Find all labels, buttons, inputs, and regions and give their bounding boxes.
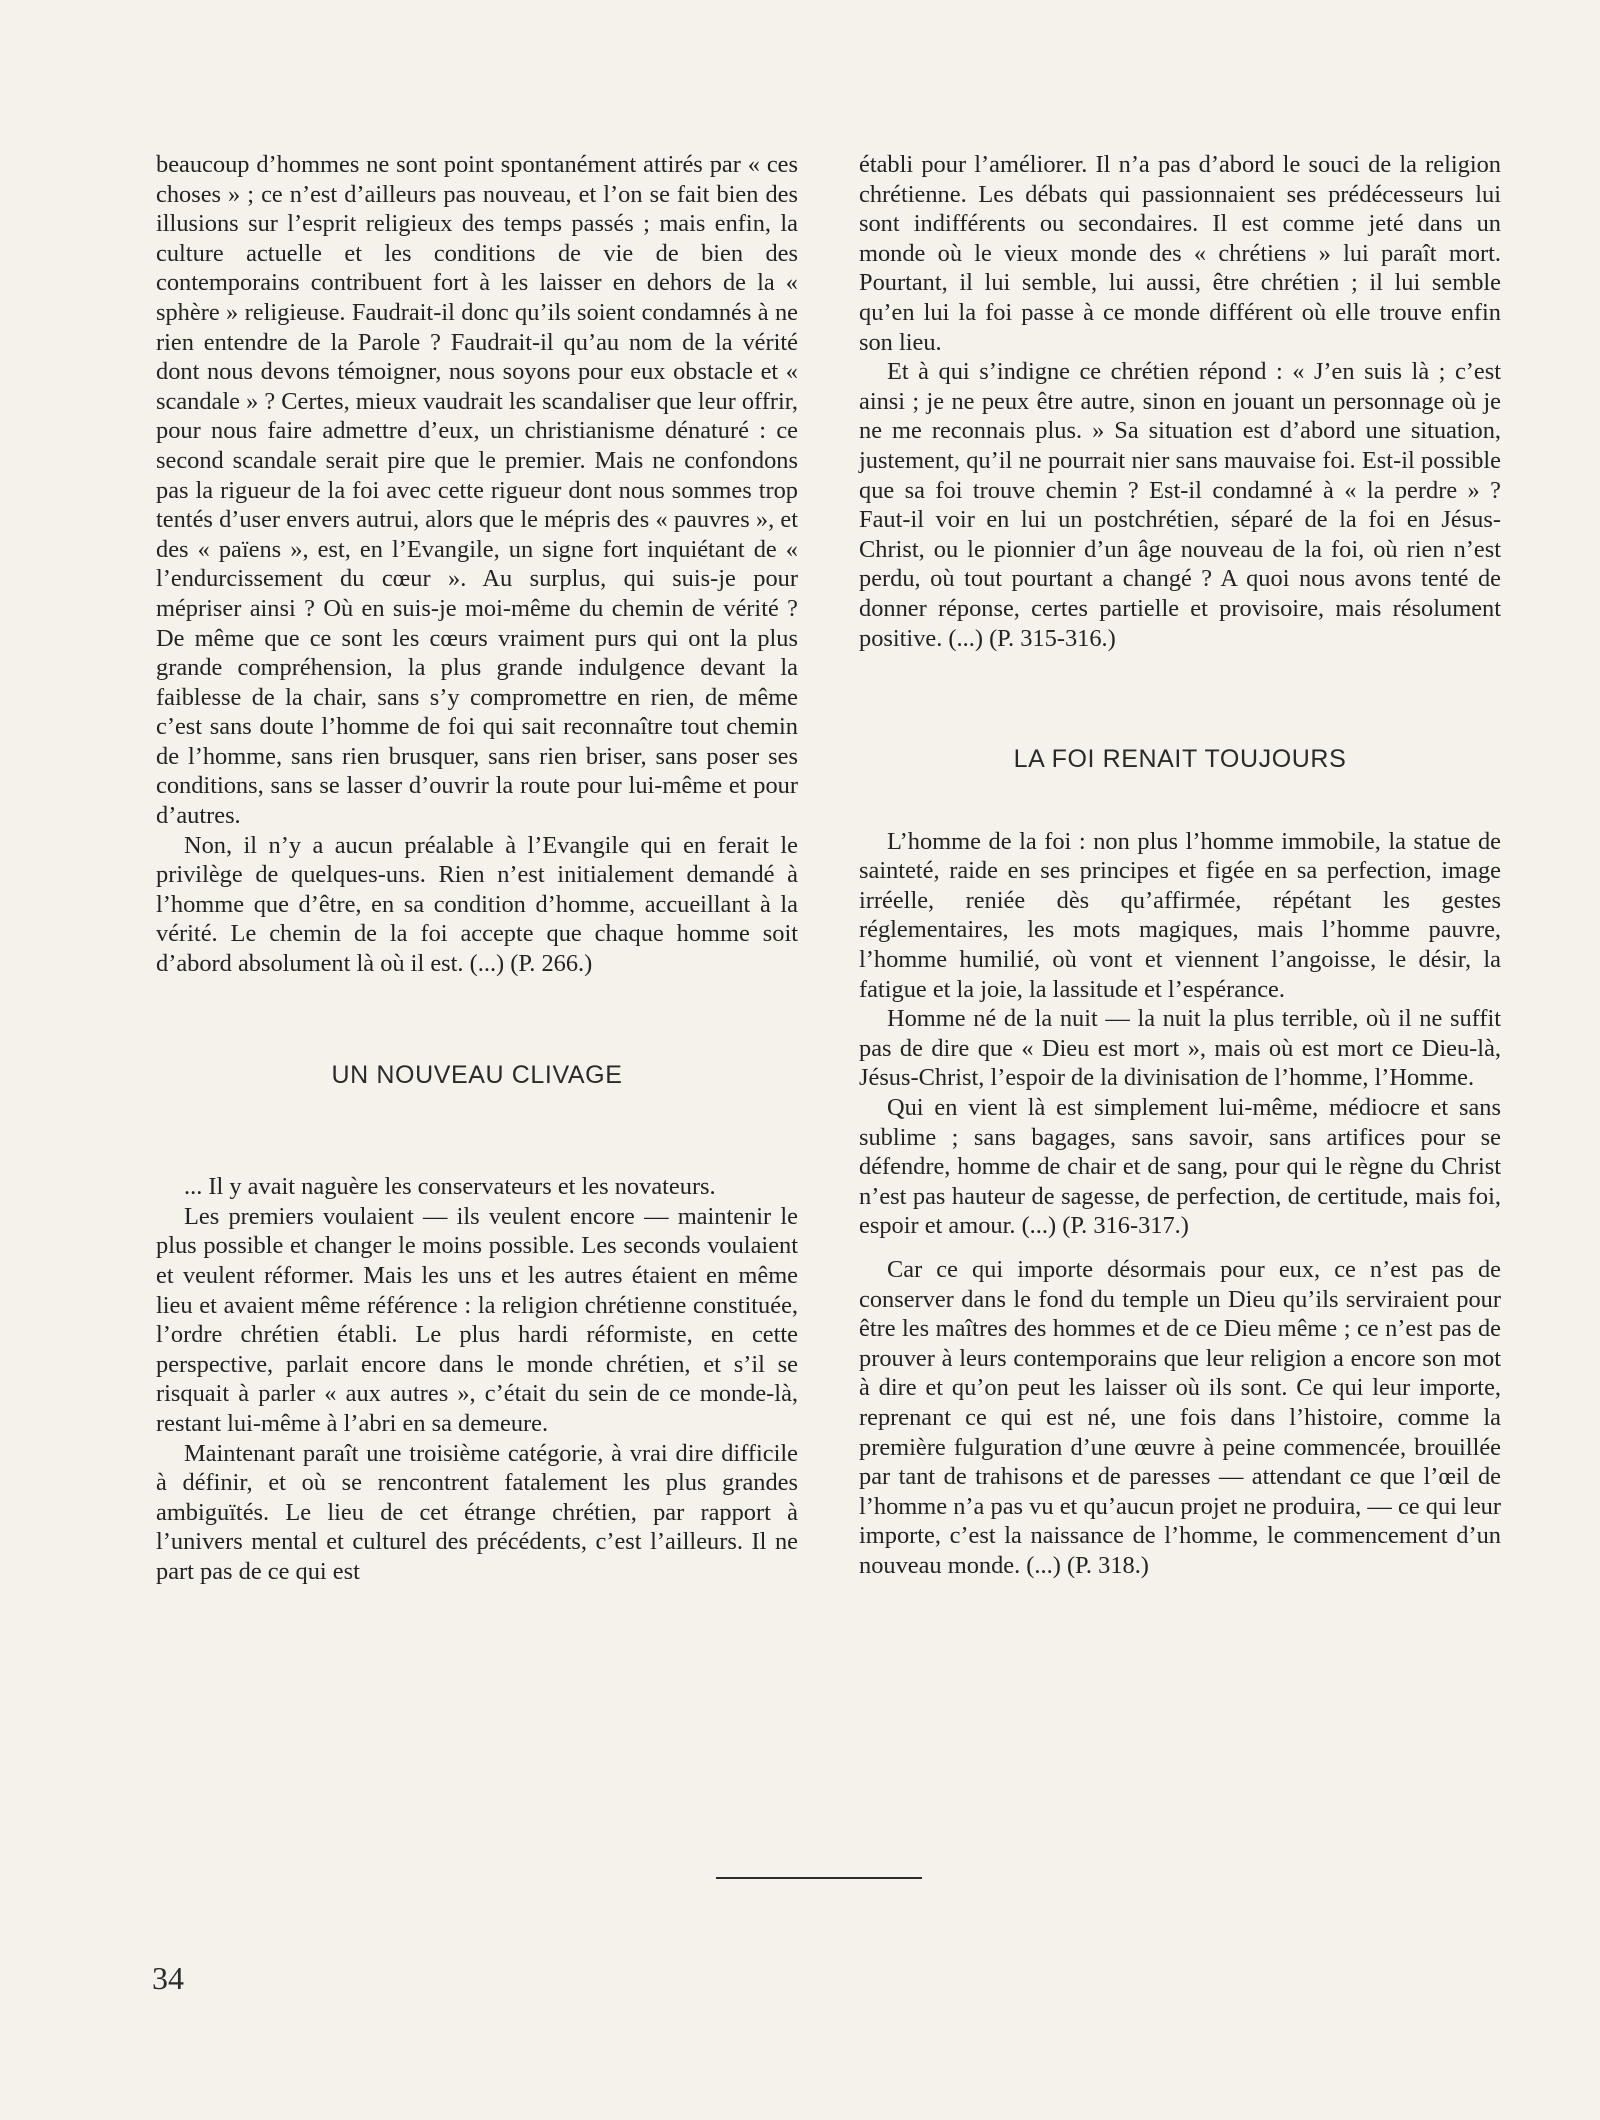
right-column (859, 150, 1501, 1581)
body-paragraph: Non, il n’y a aucun préalable à l’Evangile qui en ferait le privilège de quelques-uns. Rien n’est initialement demandé à l’homme que d’être, en sa condition d’homme, accueillant à la vérité. Le chemin de la foi accepte que chaque homme soit d’abord absolument là où il est. (...) (P. 266.) (156, 831, 798, 978)
section-title: UN NOUVEAU CLIVAGE (331, 1060, 623, 1089)
body-paragraph: Maintenant paraît une troisième catégorie, à vrai dire difficile à définir, et où se rencontrent fatalement les plus grandes ambiguïtés. Le lieu de cet étrange chrétien, par rapport à l’univers mental et culturel des précédents, c’est l’ailleurs. Il ne part pas de ce qui est (156, 1439, 798, 1585)
left-column (156, 150, 798, 1587)
section-title: LA FOI RENAIT TOUJOURS (1013, 745, 1347, 774)
end-rule-divider (716, 1877, 922, 1879)
body-paragraph: Et à qui s’indigne ce chrétien répond : « J’en suis là ; c’est ainsi ; je ne peux être autre, sinon en jouant un personnage où je ne me reconnais plus. » Sa situation est d’abord une situation, justement, qu’il ne pourrait nier sans mauvaise foi. Est-il possible que sa foi trouve chemin ? Est-il condamné à « la perdre » ? Faut-il voir en lui un postchrétien, séparé de la foi en Jésus-Christ, ou le pionnier d’un âge nouveau de la foi, où rien n’est perdu, où tout pourtant a changé ? A quoi nous avons tenté de donner réponse, certes partielle et provisoire, mais résolument positive. (...) (P. 315-316.) (859, 358, 1501, 652)
body-paragraph: L’homme de la foi : non plus l’homme immobile, la statue de sainteté, raide en ses principes et figée en sa perfection, image irréelle, reniée dès qu’affirmée, répétant les gestes réglementaires, les mots magiques, mais l’homme pauvre, l’homme humilié, où vont et viennent l’angoisse, le désir, la fatigue et la joie, la lassitude et l’espérance. (859, 827, 1501, 1003)
body-paragraph: Homme né de la nuit — la nuit la plus terrible, où il ne suffit pas de dire que « Dieu est mort », mais où est mort ce Dieu-là, Jésus-Christ, l’espoir de la divinisation de l’homme, l’Homme. (859, 1005, 1501, 1092)
body-paragraph: établi pour l’améliorer. Il n’a pas d’abord le souci de la religion chrétienne. Les débats qui passionnaient ses prédécesseurs lui sont indifférents ou secondaires. Il est comme jeté dans un monde où le vieux monde des « chrétiens » lui paraît mort. Pourtant, il lui semble, lui aussi, être chrétien ; il lui semble qu’en lui la foi passe à ce monde différent où elle trouve enfin son lieu. (859, 151, 1501, 356)
body-paragraph: Car ce qui importe désormais pour eux, ce n’est pas de conserver dans le fond du temple un Dieu qu’ils serviraient pour être les maîtres des hommes et de ce Dieu même ; ce n’est pas de prouver à leurs contemporains que leur religion a encore son mot à dire et qu’on peut les laisser où ils sont. Ce qui leur importe, reprenant ce qui est né, une fois dans l’histoire, comme la première fulguration d’une œuvre à peine commencée, brouillée par tant de trahisons et de paresses — attendant ce que l’œil de l’homme n’a pas vu et qu’aucun projet ne produira, — ce qui leur importe, c’est la naissance de l’homme, le commencement d’un nouveau monde. (...) (P. 318.) (859, 1256, 1501, 1579)
body-paragraph: beaucoup d’hommes ne sont point spontanément attirés par « ces choses » ; ce n’est d’ailleurs pas nouveau, et l’on se fait bien des illusions sur l’esprit religieux des temps passés ; mais enfin, la culture actuelle et les conditions de vie de bien des contemporains contribuent fort à les laisser en dehors de la « sphère » religieuse. Faudrait-il donc qu’ils soient condamnés à ne rien entendre de la Parole ? Faudrait-il qu’au nom de la vérité dont nous devons témoigner, nous soyons pour eux obstacle et « scandale » ? Certes, mieux vaudrait les scandaliser que leur offrir, pour nous faire admettre d’eux, un christianisme dénaturé : ce second scandale serait pire que le premier. Mais ne confondons pas la rigueur de la foi avec cette rigueur dont nous sommes trop tentés d’user envers autrui, alors que le mépris des « pauvres », et des « païens », est, en l’Evangile, un signe fort inquiétant de « l’endurcissement du cœur ». Au surplus, qui suis-je pour mépriser ainsi ? Où en suis-je moi-même du chemin de vérité ? De même que ce sont les cœurs vraiment purs qui ont la plus grande compréhension, la plus grande indulgence devant la faiblesse de la chair, sans s’y compromettre en rien, de même c’est sans doute l’homme de foi qui sait reconnaître tout chemin de l’homme, sans rien brusquer, sans rien briser, sans poser ses conditions, sans se lasser d’ouvrir la route pour lui-même et pour d’autres. (156, 151, 798, 830)
body-paragraph: Qui en vient là est simplement lui-même, médiocre et sans sublime ; sans bagages, sans savoir, sans artifices pour se défendre, homme de chair et de sang, pour qui le règne du Christ n’est pas hauteur de sagesse, de perfection, de certitude, mais foi, espoir et amour. (...) (P. 316-317.) (859, 1094, 1501, 1240)
page-number: 34 (152, 1960, 184, 1996)
body-paragraph: Les premiers voulaient — ils veulent encore — maintenir le plus possible et changer le moins possible. Les seconds voulaient et veulent réformer. Mais les uns et les autres étaient en même lieu et avaient même référence : la religion chrétienne constituée, l’ordre chrétien établi. Le plus hardi réformiste, en cette perspective, parlait encore dans le monde chrétien, et s’il se risquait à parler « aux autres », c’était du sein de ce monde-là, restant lui-même à l’abri en sa demeure. (156, 1202, 798, 1437)
body-paragraph: ... Il y avait naguère les conservateurs et les novateurs. (184, 1173, 716, 1201)
